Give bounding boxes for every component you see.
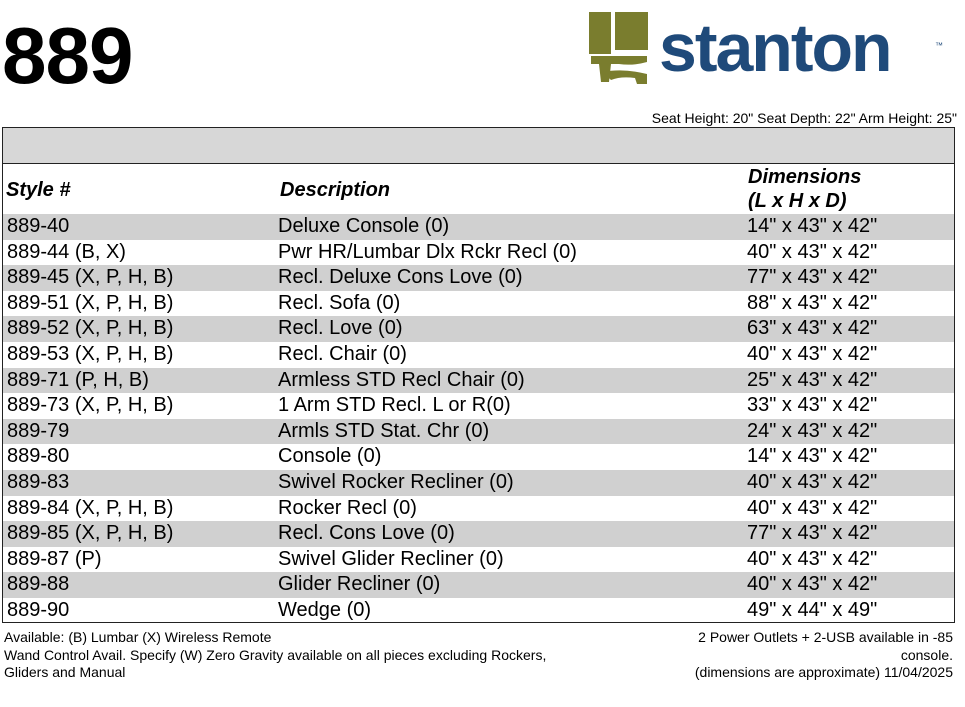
- cell-description: Swivel Rocker Recliner (0): [278, 470, 514, 493]
- cell-dimensions: 40" x 43" x 42": [747, 496, 878, 519]
- table-row: [3, 291, 954, 317]
- cell-dimensions: 33" x 43" x 42": [747, 394, 878, 417]
- cell-description: Glider Recliner (0): [278, 573, 441, 596]
- cell-description: Pwr HR/Lumbar Dlx Rckr Recl (0): [278, 240, 577, 263]
- cell-description: Armls STD Stat. Chr (0): [278, 419, 490, 442]
- cell-dimensions: 77" x 43" x 42": [747, 522, 878, 545]
- cell-style: 889-53 (X, P, H, B): [7, 342, 174, 365]
- column-header-style: Style #: [6, 179, 71, 201]
- cell-style: 889-80: [7, 445, 70, 468]
- footer-note-line: Gliders and Manual: [4, 664, 126, 680]
- table-body: [3, 214, 954, 624]
- footer-disclaimer-line: 2 Power Outlets + 2-USB available in -85: [698, 629, 953, 645]
- table-row: [3, 470, 954, 496]
- cell-dimensions: 40" x 43" x 42": [747, 547, 878, 570]
- cell-dimensions: 49" x 44" x 49": [747, 598, 878, 621]
- column-header-description: Description: [280, 179, 391, 201]
- stanton-logo: [589, 12, 945, 88]
- footer-note-line: Available: (B) Lumbar (X) Wireless Remote: [4, 629, 272, 645]
- cell-dimensions: 14" x 43" x 42": [747, 215, 878, 237]
- column-header-dimensions: [748, 165, 861, 213]
- cell-dimensions: 24" x 43" x 42": [747, 419, 878, 442]
- table-row: [3, 342, 954, 368]
- cell-style: 889-87 (P): [7, 547, 102, 570]
- chair-logo-icon: [589, 12, 659, 88]
- footer-disclaimer: [653, 629, 953, 682]
- column-header-dimensions-line2: (L x H x D): [748, 190, 847, 212]
- cell-dimensions: 25" x 43" x 42": [747, 368, 878, 391]
- table-top-band: [3, 128, 954, 164]
- cell-description: Recl. Deluxe Cons Love (0): [278, 266, 523, 289]
- footer-note-line: Wand Control Avail. Specify (W) Zero Gravity available on all pieces excluding Rockers,: [4, 646, 547, 663]
- cell-style: 889-45 (X, P, H, B): [7, 266, 174, 289]
- cell-dimensions: 88" x 43" x 42": [747, 291, 878, 314]
- cell-description: Wedge (0): [278, 598, 372, 621]
- cell-description: Recl. Cons Love (0): [278, 522, 455, 545]
- column-header-dimensions-line1: Dimensions: [748, 166, 862, 188]
- cell-dimensions: 14" x 43" x 42": [747, 445, 878, 468]
- table-row: [3, 598, 954, 624]
- cell-description: Swivel Glider Recliner (0): [278, 547, 504, 570]
- cell-description: Rocker Recl (0): [278, 496, 417, 519]
- cell-description: Recl. Sofa (0): [278, 291, 401, 314]
- cell-description: Armless STD Recl Chair (0): [278, 368, 525, 391]
- cell-dimensions: 40" x 43" x 42": [747, 342, 878, 365]
- cell-style: 889-83: [7, 470, 70, 493]
- cell-style: 889-90: [7, 598, 70, 621]
- cell-style: 889-71 (P, H, B): [7, 368, 149, 391]
- cell-style: 889-79: [7, 419, 70, 442]
- table-row: [3, 444, 954, 470]
- product-table: [2, 127, 955, 623]
- table-row: [3, 393, 954, 419]
- seat-specs: Seat Height: 20" Seat Depth: 22" Arm Height: 25": [651, 110, 957, 126]
- cell-description: Deluxe Console (0): [278, 215, 450, 237]
- table-row: [3, 265, 954, 291]
- cell-dimensions: 40" x 43" x 42": [747, 240, 878, 263]
- footer-disclaimer-line: console.: [900, 646, 953, 663]
- footer-notes: [4, 629, 624, 682]
- table-row: [3, 368, 954, 394]
- cell-style: 889-88: [7, 573, 70, 596]
- table-row: [3, 419, 954, 445]
- trademark-symbol: ™: [935, 41, 943, 50]
- table-row: [3, 240, 954, 266]
- model-number: 889: [2, 11, 133, 100]
- cell-description: Console (0): [278, 445, 382, 468]
- cell-style: 889-52 (X, P, H, B): [7, 317, 174, 340]
- cell-dimensions: 77" x 43" x 42": [747, 266, 878, 289]
- table-row: [3, 214, 954, 240]
- cell-style: 889-40: [7, 215, 70, 237]
- cell-description: Recl. Love (0): [278, 317, 403, 340]
- cell-style: 889-84 (X, P, H, B): [7, 496, 174, 519]
- footer-disclaimer-line: (dimensions are approximate) 11/04/2025: [694, 664, 953, 680]
- table-row: [3, 572, 954, 598]
- cell-description: Recl. Chair (0): [278, 342, 407, 365]
- cell-dimensions: 40" x 43" x 42": [747, 470, 878, 493]
- cell-dimensions: 40" x 43" x 42": [747, 573, 878, 596]
- table-row: [3, 547, 954, 573]
- table-row: [3, 521, 954, 547]
- table-row: [3, 316, 954, 342]
- cell-style: 889-51 (X, P, H, B): [7, 291, 174, 314]
- cell-description: 1 Arm STD Recl. L or R(0): [278, 394, 511, 417]
- table-row: [3, 496, 954, 522]
- brand-wordmark: stanton: [659, 10, 891, 86]
- cell-style: 889-85 (X, P, H, B): [7, 522, 174, 545]
- cell-style: 889-44 (B, X): [7, 240, 126, 263]
- cell-dimensions: 63" x 43" x 42": [747, 317, 878, 340]
- cell-style: 889-73 (X, P, H, B): [7, 394, 174, 417]
